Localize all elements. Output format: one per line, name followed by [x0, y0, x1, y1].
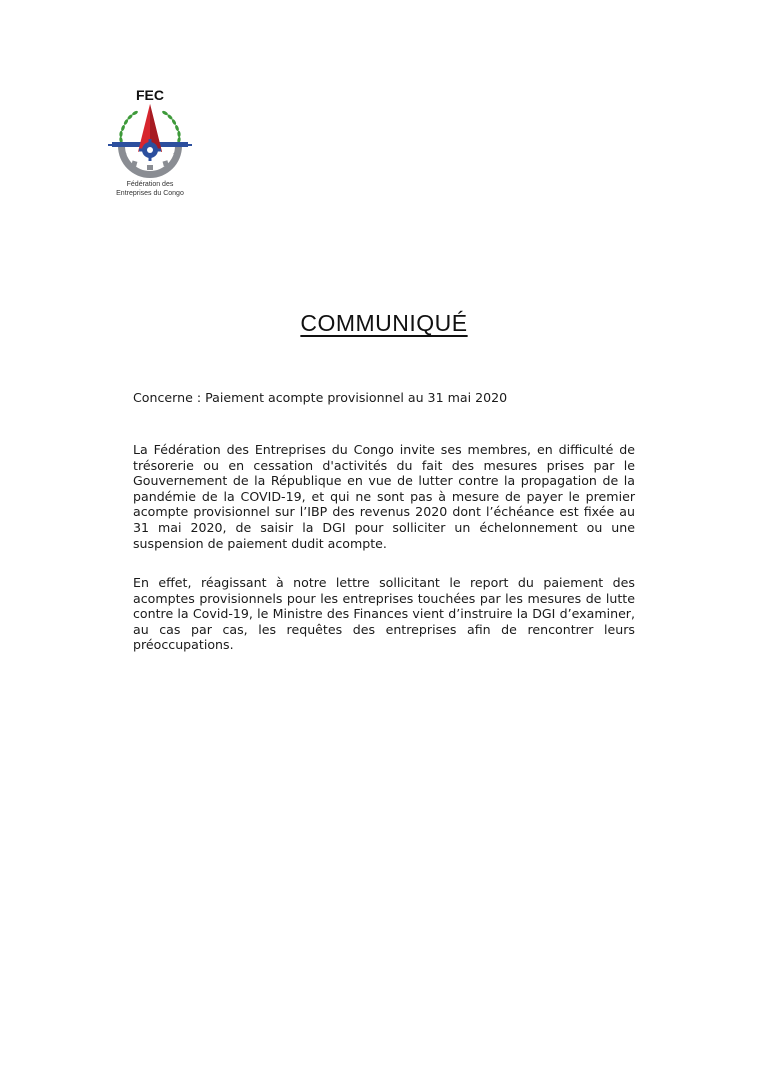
body-paragraph-2: En effet, réagissant à notre lettre sollicitant le report du paiement des acomptes provisionnels pour les entreprises touchées par les mesures de lutte contre la Covid-19, le Ministre des Finances vient d’instruire la DGI d’examiner, au cas par cas, les requêtes des entreprises afin de rencontrer leurs préoccupations. — [133, 575, 635, 653]
fec-logo — [100, 86, 200, 202]
logo-caption-line-2: Entreprises du Congo — [116, 190, 184, 197]
logo-acronym: FEC — [136, 87, 164, 103]
body-paragraph-1: La Fédération des Entreprises du Congo invite ses membres, en difficulté de trésorerie ou en cessation d'activités du fait des mesures prises par le Gouvernement de la République en vue de lutter contre la propagation de la pandémie de la COVID-19, et qui ne sont pas à mesure de payer le premier acompte provisionnel sur l’IBP des revenus 2020 dont l’échéance est fixée au 31 mai 2020, de saisir la DGI pour solliciter un échelonnement ou une suspension de paiement dudit acompte. — [133, 442, 635, 551]
page-title: COMMUNIQUÉ — [300, 310, 468, 336]
subject-line: Concerne : Paiement acompte provisionnel au 31 mai 2020 — [133, 390, 508, 405]
fec-emblem-icon — [100, 86, 200, 178]
logo-caption-line-1: Fédération des — [126, 181, 174, 188]
logo-caption — [100, 180, 200, 198]
